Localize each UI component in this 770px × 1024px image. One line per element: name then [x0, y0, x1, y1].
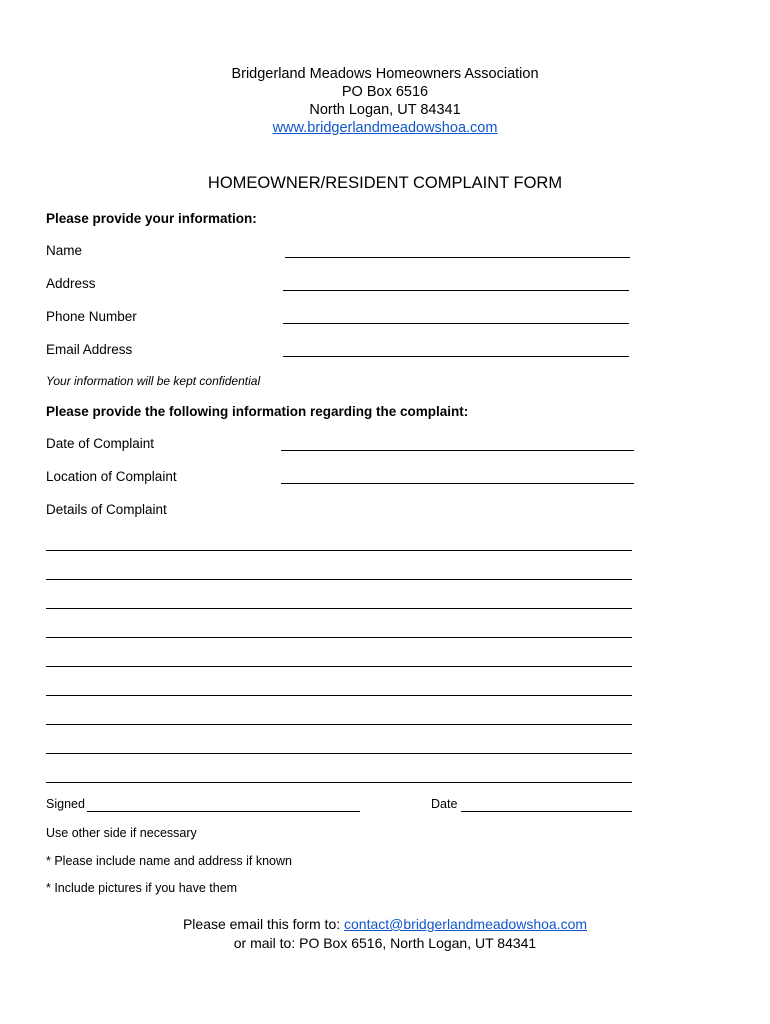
email-field[interactable]: [283, 356, 629, 357]
signed-label: Signed: [46, 797, 85, 811]
phone-field[interactable]: [283, 323, 629, 324]
confidential-note: Your information will be kept confidential: [46, 374, 261, 388]
footer-mail-line: or mail to: PO Box 6516, North Logan, UT 84341: [233, 935, 537, 951]
date-of-complaint-field[interactable]: [281, 450, 634, 451]
address-label: Address: [46, 276, 96, 291]
section2-heading: Please provide the following information regarding the complaint:: [46, 404, 469, 419]
details-line[interactable]: [46, 550, 632, 551]
details-line[interactable]: [46, 724, 632, 725]
org-address-line2: North Logan, UT 84341: [309, 102, 461, 118]
note-other-side: Use other side if necessary: [46, 826, 197, 840]
footer-email-link[interactable]: contact@bridgerlandmeadowshoa.com: [344, 916, 588, 932]
name-label: Name: [46, 243, 83, 258]
phone-label: Phone Number: [46, 309, 137, 324]
signature-field[interactable]: [87, 811, 360, 812]
signature-date-field[interactable]: [461, 811, 632, 812]
website-link[interactable]: www.bridgerlandmeadowshoa.com: [272, 120, 498, 136]
details-line[interactable]: [46, 637, 632, 638]
details-label: Details of Complaint: [46, 502, 167, 517]
note-name-address: * Please include name and address if known: [46, 854, 292, 868]
details-line[interactable]: [46, 695, 632, 696]
email-label: Email Address: [46, 342, 133, 357]
footer-email-row: [0, 916, 770, 932]
form-title: HOMEOWNER/RESIDENT COMPLAINT FORM: [207, 174, 563, 192]
date-label: Date: [431, 797, 458, 811]
note-pictures: * Include pictures if you have them: [46, 881, 238, 895]
address-field[interactable]: [283, 290, 629, 291]
details-line[interactable]: [46, 608, 632, 609]
details-line[interactable]: [46, 666, 632, 667]
section1-heading: Please provide your information:: [46, 211, 257, 226]
location-of-complaint-field[interactable]: [281, 483, 634, 484]
details-line[interactable]: [46, 753, 632, 754]
name-field[interactable]: [285, 257, 630, 258]
date-of-complaint-label: Date of Complaint: [46, 436, 155, 451]
website-row: [0, 120, 770, 137]
details-line[interactable]: [46, 579, 632, 580]
org-address-line1: PO Box 6516: [341, 84, 429, 100]
footer-email-prefix: Please email this form to:: [182, 916, 345, 932]
details-line[interactable]: [46, 782, 632, 783]
org-name: Bridgerland Meadows Homeowners Association: [231, 66, 539, 82]
location-of-complaint-label: Location of Complaint: [46, 469, 177, 484]
